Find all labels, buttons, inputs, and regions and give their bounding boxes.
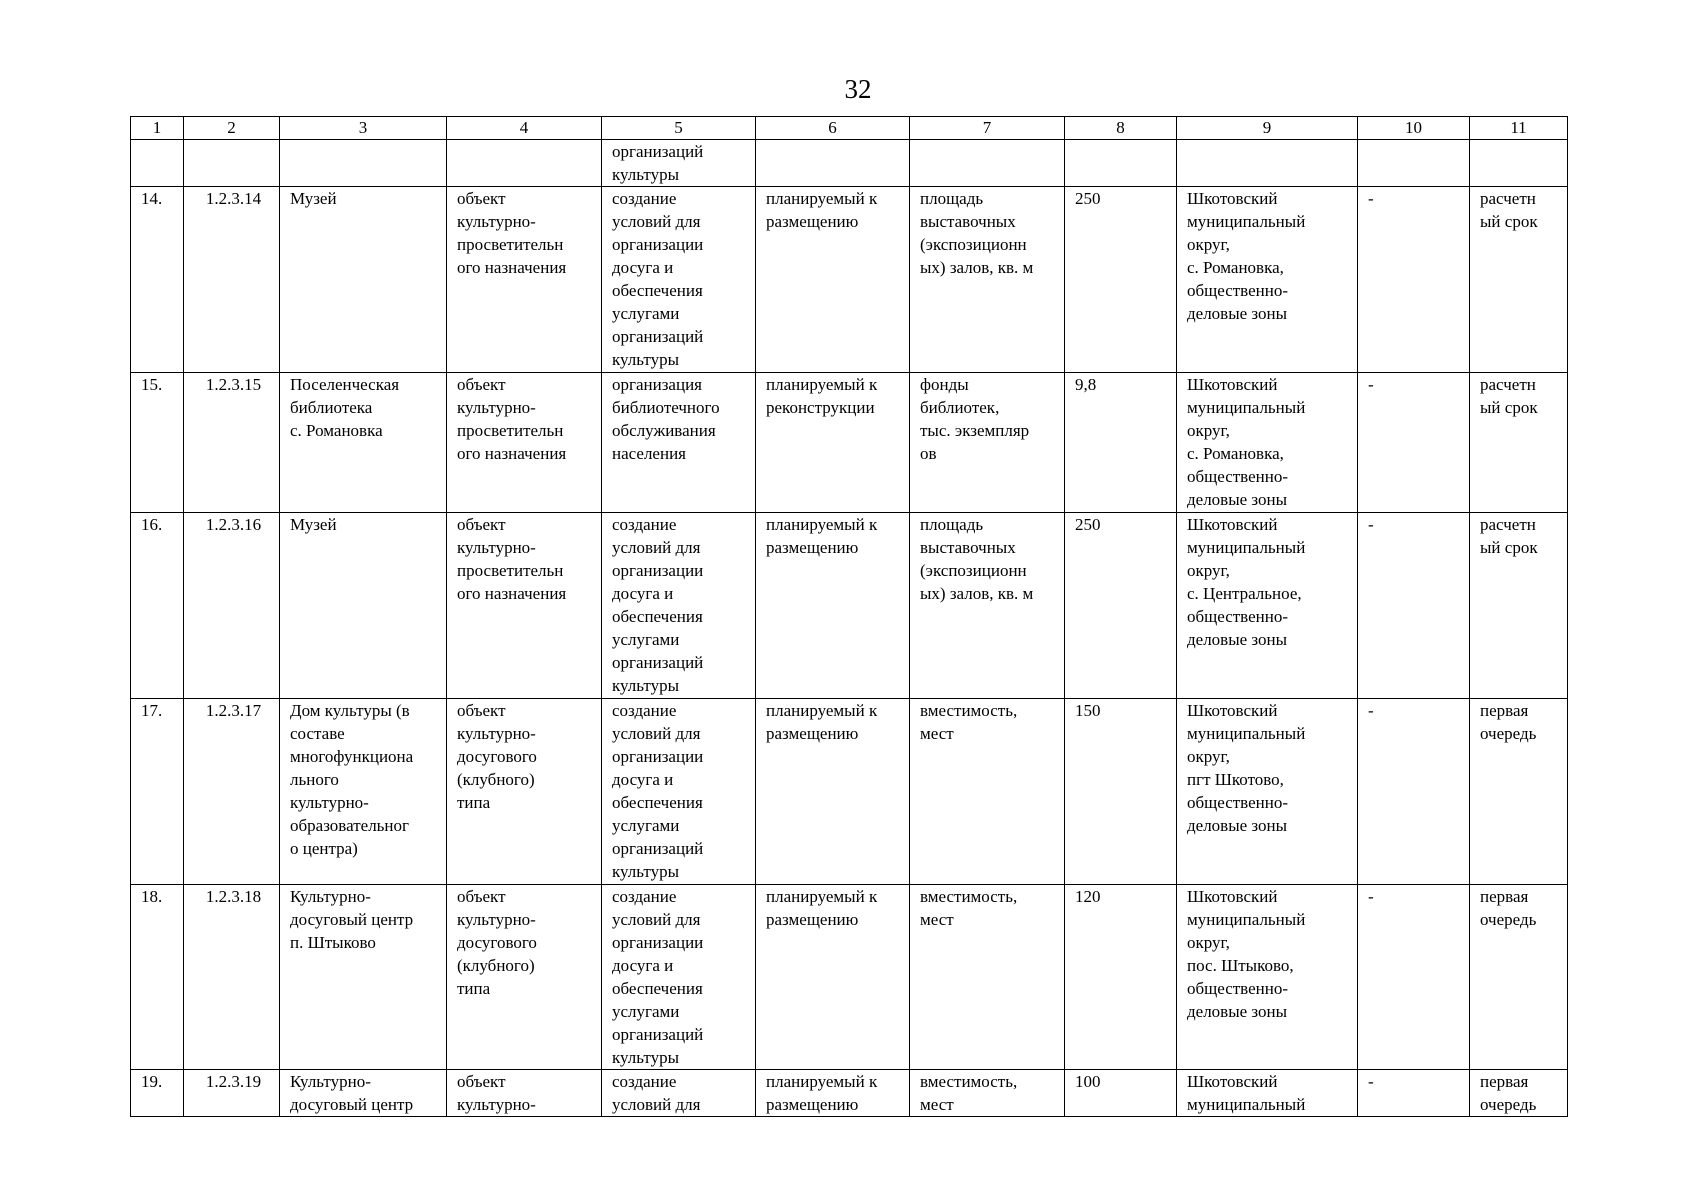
cell-term: расчетн ый срок: [1470, 373, 1568, 513]
column-number: 5: [602, 117, 756, 140]
cell-object-type: объект культурно- досугового (клубного) типа: [447, 885, 602, 1070]
table-row: [131, 699, 1568, 885]
table-row: [131, 373, 1568, 513]
cell-name: Поселенческая библиотека с. Романовка: [280, 373, 447, 513]
cell-code: 1.2.3.14: [184, 187, 280, 373]
cell-code: 1.2.3.16: [184, 513, 280, 699]
cell-location: Шкотовский муниципальный округ, с. Романовка, общественно- деловые зоны: [1177, 373, 1358, 513]
cell-name: Музей: [280, 513, 447, 699]
cell-zone: -: [1358, 699, 1470, 885]
column-number: 7: [910, 117, 1065, 140]
cell-object-type: объект культурно- просветительн ого назначения: [447, 513, 602, 699]
cell-status: планируемый к размещению: [756, 885, 910, 1070]
cell-code: 1.2.3.17: [184, 699, 280, 885]
cell-purpose: организация библиотечного обслуживания населения: [602, 373, 756, 513]
cell-value: 250: [1065, 187, 1177, 373]
cell-code: 1.2.3.19: [184, 1070, 280, 1117]
cell-term: первая очередь: [1470, 1070, 1568, 1117]
cell-index: 14.: [131, 187, 184, 373]
cell-purpose: создание условий для организации досуга и обеспечения услугами организаций культуры: [602, 513, 756, 699]
cell-location: Шкотовский муниципальный: [1177, 1070, 1358, 1117]
cell-index: 19.: [131, 1070, 184, 1117]
cell-index: 17.: [131, 699, 184, 885]
column-number: 4: [447, 117, 602, 140]
column-number: 6: [756, 117, 910, 140]
cell-name: Культурно- досуговый центр: [280, 1070, 447, 1117]
cell-name: [280, 140, 447, 187]
cell-status: [756, 140, 910, 187]
cell-purpose: создание условий для организации досуга и обеспечения услугами организаций культуры: [602, 699, 756, 885]
column-number: 10: [1358, 117, 1470, 140]
table-row: [131, 187, 1568, 373]
cell-value: 250: [1065, 513, 1177, 699]
table-row: [131, 1070, 1568, 1117]
cell-characteristic: вместимость, мест: [910, 699, 1065, 885]
column-number: 11: [1470, 117, 1568, 140]
cell-term: первая очередь: [1470, 885, 1568, 1070]
cell-zone: -: [1358, 373, 1470, 513]
cell-object-type: объект культурно- просветительн ого назначения: [447, 187, 602, 373]
cell-code: [184, 140, 280, 187]
cell-value: 9,8: [1065, 373, 1177, 513]
column-number: 8: [1065, 117, 1177, 140]
cell-name: Музей: [280, 187, 447, 373]
cell-term: первая очередь: [1470, 699, 1568, 885]
cell-status: планируемый к размещению: [756, 1070, 910, 1117]
cell-index: 18.: [131, 885, 184, 1070]
cell-object-type: [447, 140, 602, 187]
table-header-row: [131, 117, 1568, 140]
cell-value: 120: [1065, 885, 1177, 1070]
column-number: 3: [280, 117, 447, 140]
cell-object-type: объект культурно-: [447, 1070, 602, 1117]
cell-location: Шкотовский муниципальный округ, с. Центральное, общественно- деловые зоны: [1177, 513, 1358, 699]
cell-characteristic: [910, 140, 1065, 187]
column-number: 9: [1177, 117, 1358, 140]
cell-location: Шкотовский муниципальный округ, с. Романовка, общественно- деловые зоны: [1177, 187, 1358, 373]
cell-status: планируемый к реконструкции: [756, 373, 910, 513]
cell-zone: -: [1358, 513, 1470, 699]
table-row: [131, 885, 1568, 1070]
cell-name: Дом культуры (в составе многофункциона льного культурно- образовательног о центра): [280, 699, 447, 885]
cell-status: планируемый к размещению: [756, 699, 910, 885]
table-row: [131, 513, 1568, 699]
cell-value: 150: [1065, 699, 1177, 885]
table-row-continuation: [131, 140, 1568, 187]
cell-zone: -: [1358, 1070, 1470, 1117]
cell-index: 16.: [131, 513, 184, 699]
cell-index: 15.: [131, 373, 184, 513]
cell-purpose: организаций культуры: [602, 140, 756, 187]
cell-purpose: создание условий для: [602, 1070, 756, 1117]
cell-value: 100: [1065, 1070, 1177, 1117]
cell-location: Шкотовский муниципальный округ, пос. Штыково, общественно- деловые зоны: [1177, 885, 1358, 1070]
cell-term: расчетн ый срок: [1470, 187, 1568, 373]
cell-characteristic: фонды библиотек, тыс. экземпляр ов: [910, 373, 1065, 513]
cell-term: [1470, 140, 1568, 187]
data-table: [130, 116, 1568, 1117]
cell-index: [131, 140, 184, 187]
cell-characteristic: вместимость, мест: [910, 1070, 1065, 1117]
cell-location: Шкотовский муниципальный округ, пгт Шкотово, общественно- деловые зоны: [1177, 699, 1358, 885]
cell-object-type: объект культурно- просветительн ого назначения: [447, 373, 602, 513]
column-number: 2: [184, 117, 280, 140]
cell-term: расчетн ый срок: [1470, 513, 1568, 699]
cell-characteristic: вместимость, мест: [910, 885, 1065, 1070]
cell-characteristic: площадь выставочных (экспозиционн ых) залов, кв. м: [910, 513, 1065, 699]
cell-status: планируемый к размещению: [756, 513, 910, 699]
cell-purpose: создание условий для организации досуга и обеспечения услугами организаций культуры: [602, 187, 756, 373]
cell-status: планируемый к размещению: [756, 187, 910, 373]
cell-zone: [1358, 140, 1470, 187]
cell-code: 1.2.3.18: [184, 885, 280, 1070]
cell-object-type: объект культурно- досугового (клубного) типа: [447, 699, 602, 885]
cell-zone: -: [1358, 885, 1470, 1070]
cell-value: [1065, 140, 1177, 187]
column-number: 1: [131, 117, 184, 140]
cell-location: [1177, 140, 1358, 187]
cell-name: Культурно- досуговый центр п. Штыково: [280, 885, 447, 1070]
page-number: 32: [844, 74, 872, 104]
cell-purpose: создание условий для организации досуга и обеспечения услугами организаций культуры: [602, 885, 756, 1070]
cell-code: 1.2.3.15: [184, 373, 280, 513]
cell-characteristic: площадь выставочных (экспозиционн ых) залов, кв. м: [910, 187, 1065, 373]
cell-zone: -: [1358, 187, 1470, 373]
